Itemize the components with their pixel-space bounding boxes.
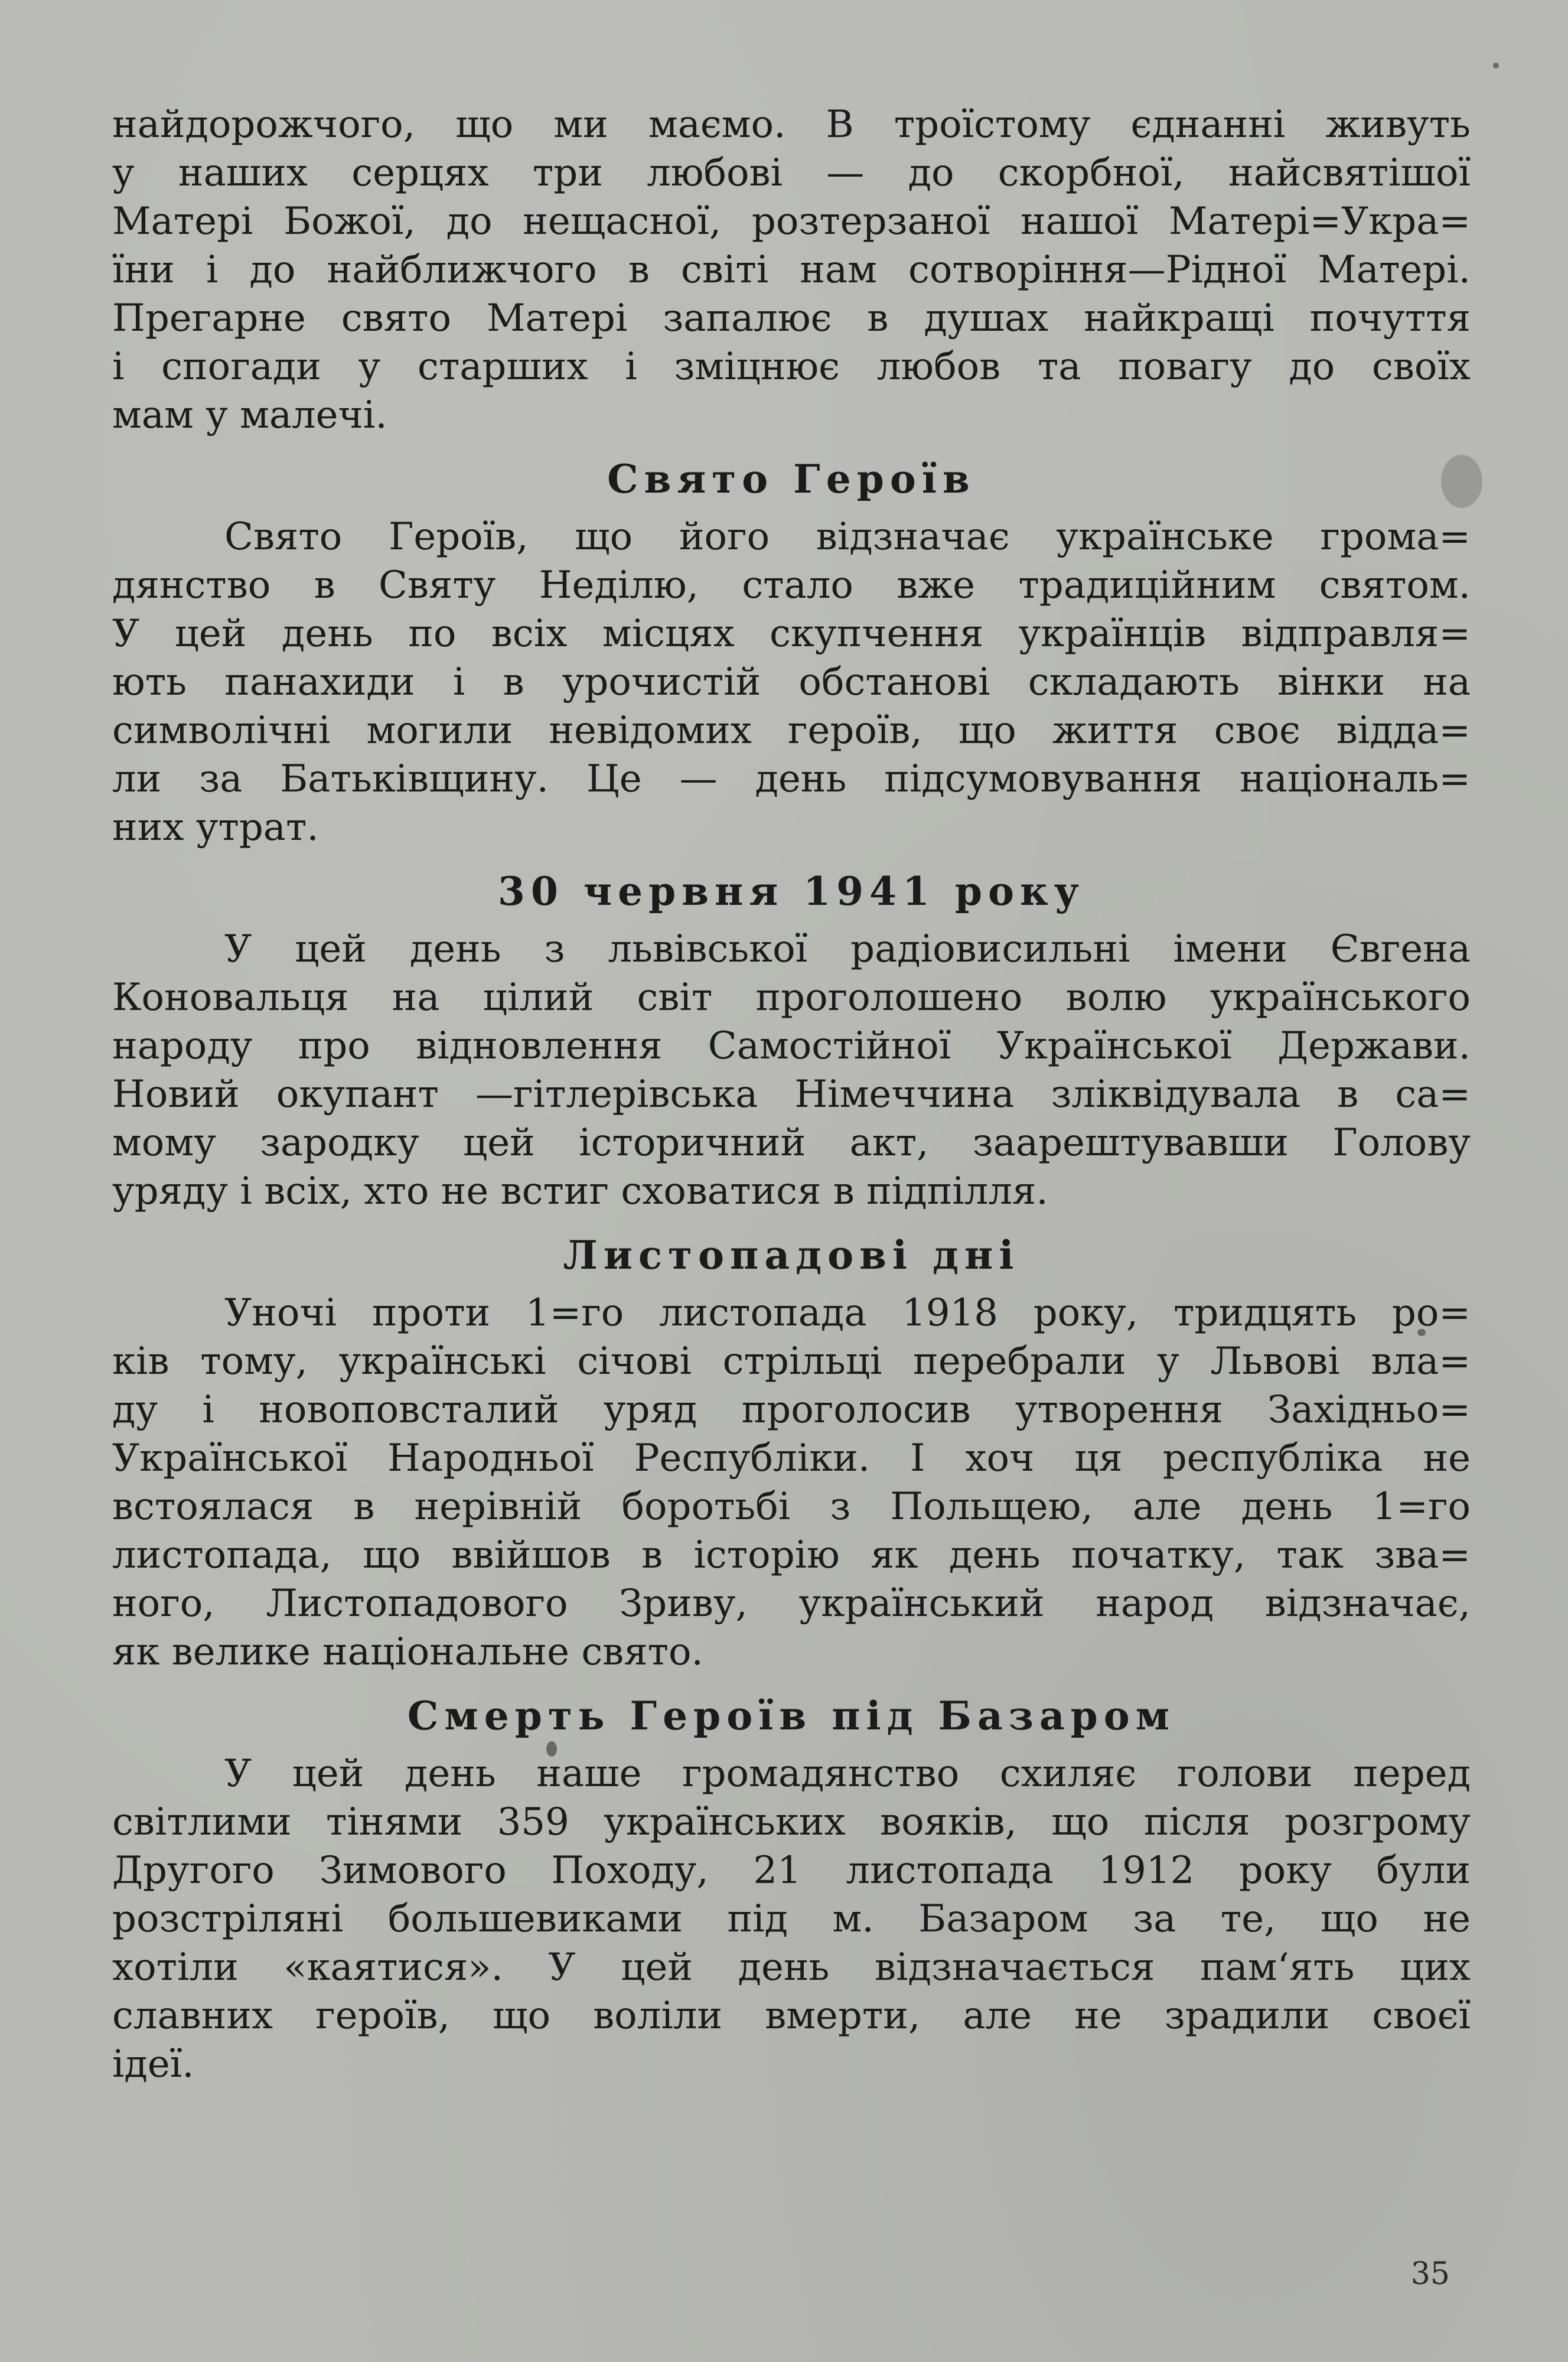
text-line: народу про відновлення Самостійної Української Держави. xyxy=(112,1024,1471,1068)
text-line: і спогади у старших і зміцнює любов та повагу до своїх xyxy=(112,345,1471,389)
section-heading: Смерть Героїв під Базаром xyxy=(407,1693,1176,1739)
text-line: Української Народньої Республіки. І хоч ця республіка не xyxy=(112,1436,1471,1480)
text-line: Новий окупант —гітлерівська Німеччина зліквідувала в са= xyxy=(112,1073,1471,1116)
text-line: ду і новоповсталий уряд проголосив утворення Західньо= xyxy=(112,1388,1471,1432)
text-line: їни і до найближчого в світі нам сотворіння—Рідної Матері. xyxy=(112,248,1471,292)
text-line: Прегарне свято Матері запалює в душах найкращі почуття xyxy=(112,297,1471,340)
section-heading: Свято Героїв xyxy=(607,456,976,502)
text-line: Уночі проти 1=го листопада 1918 року, тридцять ро= xyxy=(224,1291,1471,1335)
page-number: 35 xyxy=(1410,2256,1450,2292)
text-line: у наших серцях три любові — до скорбної, найсвятішої xyxy=(112,151,1471,195)
text-line: розстріляні большевиками під м. Базаром за те, що не xyxy=(112,1897,1471,1941)
text-line: уряду і всіх, хто не встиг сховатися в підпілля. xyxy=(112,1169,1048,1213)
text-line: славних героїв, що воліли вмерти, але не зрадили своєї xyxy=(112,1994,1471,2038)
text-line: ків тому, українські січові стрільці перебрали у Львові вла= xyxy=(112,1340,1471,1383)
text-line: світлими тінями 359 українських вояків, що після розгрому xyxy=(112,1800,1471,1844)
section-paragraph xyxy=(112,100,1471,439)
text-line: У цей день по всіх місцях скупчення українців відправля= xyxy=(112,612,1471,656)
text-line: символічні могили невідомих героїв, що життя своє відда= xyxy=(112,709,1471,752)
text-line: ного, Листопадового Зриву, український народ відзначає, xyxy=(112,1582,1471,1625)
text-line: встоялася в нерівній боротьбі з Польщею, але день 1=го xyxy=(112,1485,1471,1529)
text-line: хотіли «каятися». У цей день відзначається пам‘ять цих xyxy=(112,1946,1471,1989)
text-line: У цей день наше громадянство схиляє голови перед xyxy=(224,1752,1471,1796)
section-paragraph xyxy=(112,925,1471,1216)
section-paragraph xyxy=(112,513,1471,852)
text-line: них утрат. xyxy=(112,806,319,849)
text-line: як велике національне свято. xyxy=(112,1630,703,1674)
text-line: листопада, що ввійшов в історію як день початку, так зва= xyxy=(112,1533,1471,1577)
section-heading: Листопадові дні xyxy=(563,1232,1020,1278)
text-line: У цей день з львівської радіовисильні імени Євгена xyxy=(224,927,1471,971)
text-line: найдорожчого, що ми маємо. В троїстому єднанні живуть xyxy=(112,103,1471,146)
section-heading: 30 червня 1941 року xyxy=(498,868,1085,914)
text-line: Другого Зимового Походу, 21 листопада 1912 року були xyxy=(112,1849,1471,1892)
section-paragraph xyxy=(112,1749,1471,2089)
ink-blot xyxy=(1493,63,1499,69)
text-line: ють панахиди і в урочистій обстанові складають вінки на xyxy=(112,660,1471,704)
page-text xyxy=(112,100,1471,2089)
text-line: ли за Батьківщину. Це — день підсумовування національ= xyxy=(112,757,1471,801)
text-line: мому зародку цей історичний акт, заарештувавши Голову xyxy=(112,1121,1471,1165)
text-line: Коновальця на цілий світ проголошено волю українського xyxy=(112,976,1471,1019)
text-line: ідеї. xyxy=(112,2042,194,2086)
section-paragraph xyxy=(112,1289,1471,1676)
text-line: Матері Божої, до нещасної, розтерзаної нашої Матері=Укра= xyxy=(112,200,1471,243)
text-line: мам у малечі. xyxy=(112,393,387,437)
text-line: Свято Героїв, що його відзначає українське грома= xyxy=(224,515,1471,559)
text-line: дянство в Святу Неділю, стало вже традиційним святом. xyxy=(112,563,1471,607)
